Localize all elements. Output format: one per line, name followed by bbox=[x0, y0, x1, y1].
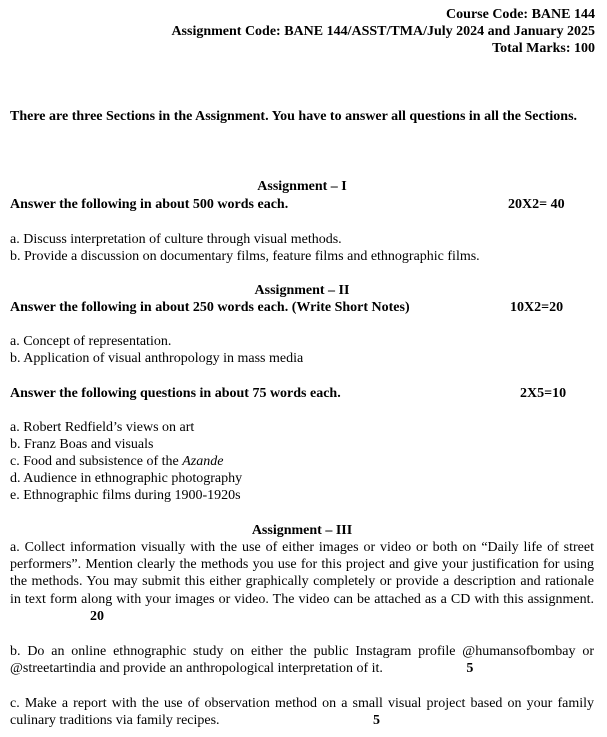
section-1-marks: 20X2= 40 bbox=[508, 197, 565, 212]
assignment-code: Assignment Code: BANE 144/ASST/TMA/July 2024 and January 2025 bbox=[171, 24, 595, 39]
intro-text: There are three Sections in the Assignment. You have to answer all questions in all the Sections. bbox=[10, 109, 578, 124]
section-3-title: Assignment – III bbox=[251, 523, 353, 538]
section-3-question-c-marks: 5 bbox=[373, 713, 381, 729]
section-2-title: Assignment – II bbox=[254, 283, 350, 298]
document-header bbox=[171, 6, 595, 57]
section-3-question-a bbox=[10, 539, 594, 625]
section-1-item-a: a. Discuss interpretation of culture through visual methods. bbox=[10, 232, 342, 247]
section-3-question-b-text: b. Do an online ethnographic study on either the public Instagram profile @humansofbombay or @streetartindia and provide an anthropological interpretation of it. bbox=[10, 644, 594, 677]
section-2-marks: 10X2=20 bbox=[510, 300, 564, 315]
section-2-short-item-c bbox=[10, 453, 594, 470]
section-3-question-a-text: a. Collect information visually with the use of either images or video or both on “Daily life of street performers”. Mention clearly the methods you use for this project and give your justification for using the methods. You may submit this either graphically completely or provide a description and rationale in text form along with your images or video. The video can be attached as a CD with this assignment. bbox=[10, 540, 594, 607]
section-2-short-instruction: Answer the following questions in about 75 words each. bbox=[10, 386, 341, 401]
total-marks: Total Marks: 100 bbox=[492, 41, 595, 56]
section-2-short-item-c-text: c. Food and subsistence of the bbox=[10, 454, 183, 469]
section-1-item-b: b. Provide a discussion on documentary films, feature films and ethnographic films. bbox=[10, 249, 480, 264]
azande-term: Azande bbox=[182, 454, 224, 469]
section-1-instruction-row bbox=[10, 196, 594, 213]
section-3-question-b-marks: 5 bbox=[466, 661, 474, 677]
section-2-short-marks: 2X5=10 bbox=[520, 386, 567, 401]
section-2-instruction: Answer the following in about 250 words each. (Write Short Notes) bbox=[10, 300, 410, 315]
section-2-short-item-b: b. Franz Boas and visuals bbox=[10, 437, 154, 452]
section-3-question-c-text: c. Make a report with the use of observation method on a small visual project based on your family culinary traditions via family recipes. bbox=[10, 696, 594, 729]
section-2-short-instruction-row bbox=[10, 385, 594, 402]
section-3-question-a-marks: 20 bbox=[90, 608, 104, 624]
section-2-instruction-row bbox=[10, 299, 594, 316]
section-2-item-b: b. Application of visual anthropology in mass media bbox=[10, 351, 304, 366]
section-3-question-c bbox=[10, 695, 594, 729]
section-2-short-item-d: d. Audience in ethnographic photography bbox=[10, 471, 243, 486]
section-2-short-item-e: e. Ethnographic films during 1900-1920s bbox=[10, 488, 241, 503]
section-3-question-b bbox=[10, 643, 594, 677]
section-1-instruction: Answer the following in about 500 words each. bbox=[10, 197, 289, 212]
section-2-short-item-a: a. Robert Redfield’s views on art bbox=[10, 420, 195, 435]
section-2-item-a: a. Concept of representation. bbox=[10, 334, 172, 349]
course-code: Course Code: BANE 144 bbox=[446, 7, 595, 22]
section-1-title: Assignment – I bbox=[257, 179, 347, 194]
